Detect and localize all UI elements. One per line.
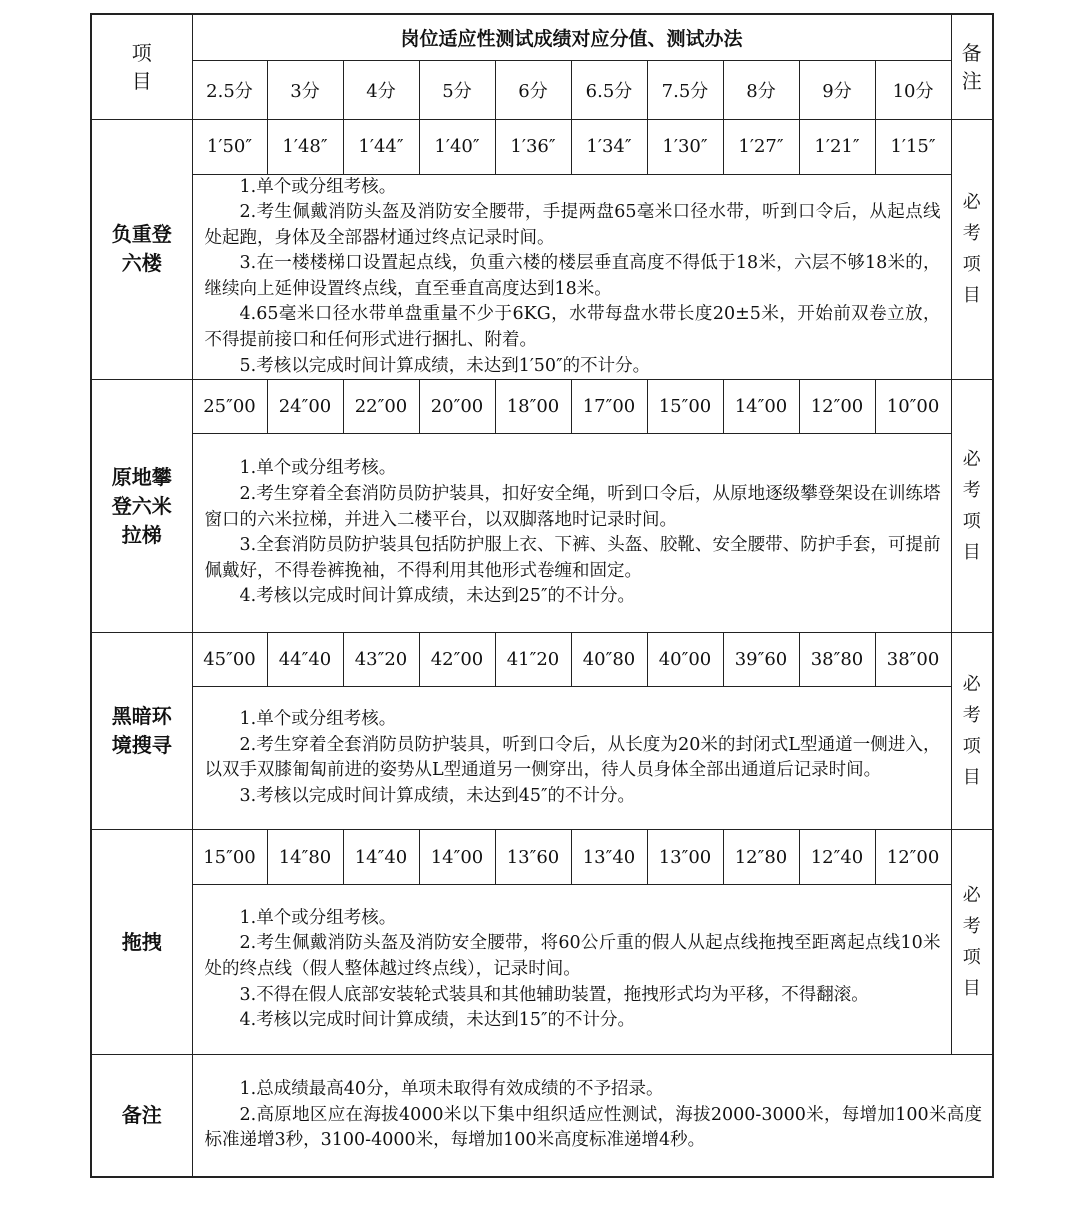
time-value: 42″00 bbox=[419, 633, 495, 687]
test-row-values bbox=[91, 119, 993, 174]
score-cell: 2.5分 bbox=[192, 60, 267, 119]
score-cell: 9分 bbox=[799, 60, 875, 119]
required-note: 必 考 项 目 bbox=[951, 380, 993, 633]
score-cell: 7.5分 bbox=[647, 60, 723, 119]
time-value: 38″80 bbox=[799, 633, 875, 687]
test-row-desc bbox=[91, 174, 993, 380]
test-description: 1.单个或分组考核。 2.考生穿着全套消防员防护装具，听到口令后，从长度为20米的封闭式L型通道一侧进入，以双手双膝匍匐前进的姿势从L型通道另一侧穿出，待人员身体全部出通道后记录时间。 3.考核以完成时间计算成绩，未达到45″的不计分。 bbox=[192, 687, 951, 830]
score-cell: 8分 bbox=[723, 60, 799, 119]
score-cell: 6分 bbox=[495, 60, 571, 119]
time-value: 15″00 bbox=[647, 380, 723, 434]
time-value: 1′34″ bbox=[571, 119, 647, 174]
test-row-desc bbox=[91, 687, 993, 830]
time-value: 1′36″ bbox=[495, 119, 571, 174]
time-value: 1′48″ bbox=[267, 119, 343, 174]
time-value: 14″40 bbox=[343, 830, 419, 885]
required-note: 必 考 项 目 bbox=[951, 830, 993, 1055]
item-column-header: 项 目 bbox=[91, 14, 192, 119]
time-value: 12″00 bbox=[799, 380, 875, 434]
time-value: 24″00 bbox=[267, 380, 343, 434]
test-row-values bbox=[91, 633, 993, 687]
time-value: 1′30″ bbox=[647, 119, 723, 174]
time-value: 40″00 bbox=[647, 633, 723, 687]
time-value: 20″00 bbox=[419, 380, 495, 434]
test-name: 黑暗环 境搜寻 bbox=[91, 633, 192, 830]
remarks-text: 1.总成绩最高40分，单项未取得有效成绩的不予招录。 2.高原地区应在海拔4000米以下集中组织适应性测试，海拔2000-3000米，每增加100米高度标准递增3秒，3100-4000米，每增加100米高度标准递增4秒。 bbox=[192, 1055, 993, 1177]
time-value: 25″00 bbox=[192, 380, 267, 434]
time-value: 39″60 bbox=[723, 633, 799, 687]
test-description: 1.单个或分组考核。 2.考生穿着全套消防员防护装具，扣好安全绳，听到口令后，从原地逐级攀登架设在训练塔窗口的六米拉梯，并进入二楼平台，以双脚落地时记录时间。 3.全套消防员防护装具包括防护服上衣、下裤、头盔、胶靴、安全腰带、防护手套，可提前佩戴好，不得卷裤挽袖，不得利用其他形式卷缠和固定。 4.考核以完成时间计算成绩，未达到25″的不计分。 bbox=[192, 434, 951, 633]
remarks-row bbox=[91, 1055, 993, 1177]
time-value: 14″00 bbox=[723, 380, 799, 434]
test-description: 1.单个或分组考核。 2.考生佩戴消防头盔及消防安全腰带，将60公斤重的假人从起点线拖拽至距离起点线10米处的终点线（假人整体越过终点线），记录时间。 3.不得在假人底部安装轮式装具和其他辅助装置，拖拽形式均为平移，不得翻滚。 4.考核以完成时间计算成绩，未达到15″的不计分。 bbox=[192, 885, 951, 1055]
time-value: 12″00 bbox=[875, 830, 951, 885]
test-name: 原地攀 登六米 拉梯 bbox=[91, 380, 192, 633]
required-note: 必 考 项 目 bbox=[951, 119, 993, 380]
time-value: 13″60 bbox=[495, 830, 571, 885]
time-value: 1′15″ bbox=[875, 119, 951, 174]
time-value: 14″00 bbox=[419, 830, 495, 885]
note-column-header: 备 注 bbox=[951, 14, 993, 119]
score-cell: 5分 bbox=[419, 60, 495, 119]
test-row-values bbox=[91, 830, 993, 885]
time-value: 18″00 bbox=[495, 380, 571, 434]
time-value: 44″40 bbox=[267, 633, 343, 687]
time-value: 43″20 bbox=[343, 633, 419, 687]
time-value: 41″20 bbox=[495, 633, 571, 687]
time-value: 13″40 bbox=[571, 830, 647, 885]
standards-table bbox=[90, 13, 994, 1178]
time-value: 12″80 bbox=[723, 830, 799, 885]
time-value: 15″00 bbox=[192, 830, 267, 885]
required-note: 必 考 项 目 bbox=[951, 633, 993, 830]
test-description: 1.单个或分组考核。 2.考生佩戴消防头盔及消防安全腰带，手提两盘65毫米口径水带，听到口令后，从起点线处起跑，身体及全部器材通过终点记录时间。 3.在一楼楼梯口设置起点线，负重六楼的楼层垂直高度不得低于18米，六层不够18米的，继续向上延伸设置终点线，直至垂直高度达到18米。 4.65毫米口径水带单盘重量不少于6KG，水带每盘水带长度20±5米，开始前双卷立放，不得提前接口和任何形式进行捆扎、附着。 5.考核以完成时间计算成绩，未达到1′50″的不计分。 bbox=[192, 174, 951, 380]
test-name: 拖拽 bbox=[91, 830, 192, 1055]
time-value: 22″00 bbox=[343, 380, 419, 434]
test-name: 负重登 六楼 bbox=[91, 119, 192, 380]
time-value: 12″40 bbox=[799, 830, 875, 885]
test-row-values bbox=[91, 380, 993, 434]
time-value: 40″80 bbox=[571, 633, 647, 687]
remarks-label: 备注 bbox=[91, 1055, 192, 1177]
time-value: 10″00 bbox=[875, 380, 951, 434]
test-row-desc bbox=[91, 434, 993, 633]
test-row-desc bbox=[91, 885, 993, 1055]
time-value: 38″00 bbox=[875, 633, 951, 687]
score-row bbox=[91, 60, 993, 119]
table-title: 岗位适应性测试成绩对应分值、测试办法 bbox=[192, 14, 951, 60]
time-value: 17″00 bbox=[571, 380, 647, 434]
time-value: 1′27″ bbox=[723, 119, 799, 174]
score-cell: 4分 bbox=[343, 60, 419, 119]
time-value: 45″00 bbox=[192, 633, 267, 687]
time-value: 1′50″ bbox=[192, 119, 267, 174]
time-value: 13″00 bbox=[647, 830, 723, 885]
time-value: 1′21″ bbox=[799, 119, 875, 174]
score-cell: 10分 bbox=[875, 60, 951, 119]
time-value: 14″80 bbox=[267, 830, 343, 885]
score-cell: 3分 bbox=[267, 60, 343, 119]
score-cell: 6.5分 bbox=[571, 60, 647, 119]
header-row bbox=[91, 14, 993, 60]
time-value: 1′44″ bbox=[343, 119, 419, 174]
time-value: 1′40″ bbox=[419, 119, 495, 174]
